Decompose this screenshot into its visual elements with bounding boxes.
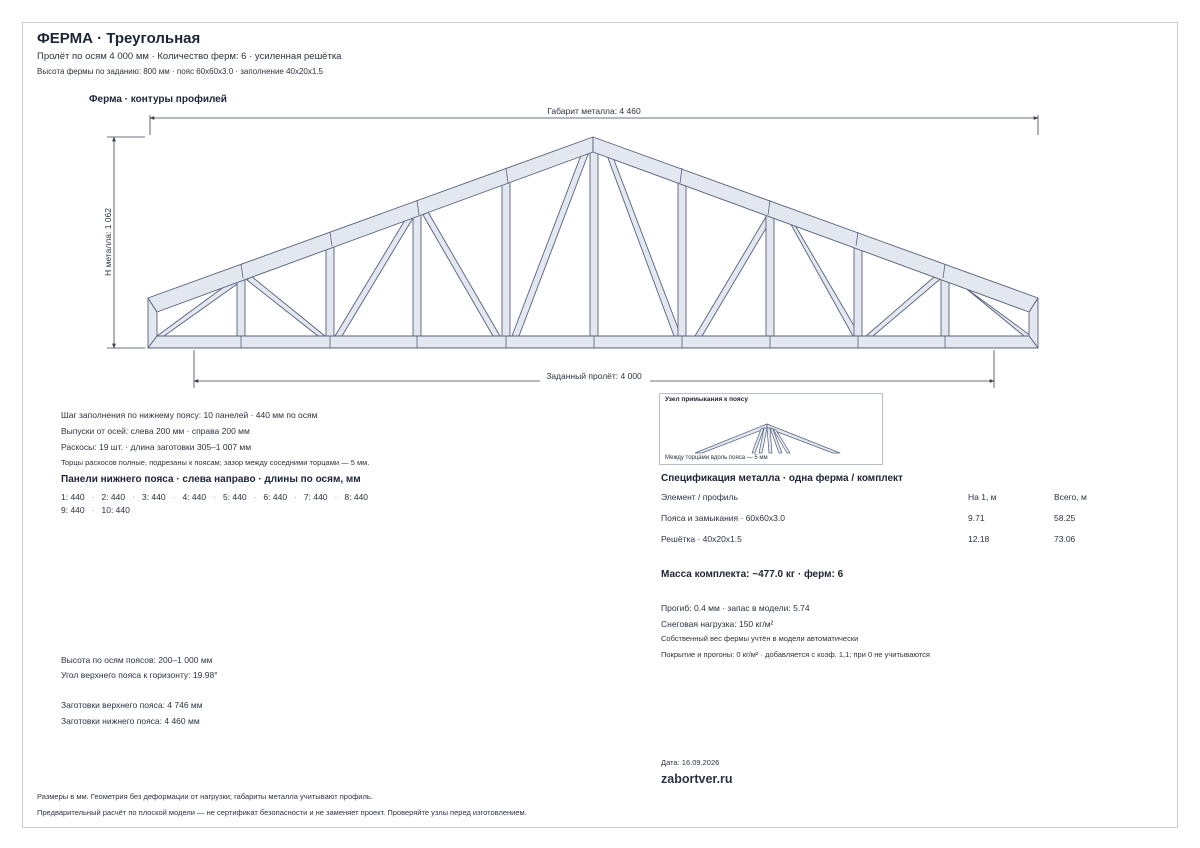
spec-cell: 73.06 xyxy=(1054,533,1076,544)
truss-diagonal xyxy=(247,276,325,336)
truss-vertical xyxy=(590,150,598,336)
truss-vertical xyxy=(854,240,862,336)
spec-row xyxy=(661,528,1101,549)
load-self-weight: Собственный вес фермы учтён в модели автоматически xyxy=(661,634,859,643)
spec-title: Спецификация металла · одна ферма / комплект xyxy=(661,473,903,484)
dimension-bottom-label: Заданный пролёт: 4 000 xyxy=(546,371,642,381)
spec-header-row xyxy=(661,486,1101,507)
panel-length: 9: 440 xyxy=(61,505,85,515)
load-snow: Снеговая нагрузка: 150 кг/м² xyxy=(661,619,774,629)
geometry-bottom-blanks: Заготовки нижнего пояса: 4 460 мм xyxy=(61,716,200,726)
spec-header-cell: Всего, м xyxy=(1054,491,1087,502)
inset-caption: Между торцами вдоль пояса — 5 мм xyxy=(665,455,768,461)
panels-row-2: 9: 440 · 10: 440 xyxy=(61,505,130,515)
page-title: ФЕРМА · Треугольная xyxy=(37,30,201,47)
truss-diagonal xyxy=(423,212,500,336)
load-roofing: Покрытие и прогоны: 0 кг/м² · добавляется с коэф. 1,1; при 0 не учитываются xyxy=(661,650,930,659)
spec-cell: Решётка · 40x20x1.5 xyxy=(661,533,742,544)
brand-name: zabortver.ru xyxy=(661,772,733,786)
spec-mass: Масса комплекта: ~477.0 кг · ферм: 6 xyxy=(661,569,844,580)
panel-length: 5: 440 xyxy=(222,492,247,502)
footer-note-dimensions: Размеры в мм. Геометрия без деформации от нагрузки; габариты металла учитывают профиль. xyxy=(37,792,373,801)
document-date: Дата: 16.09.2026 xyxy=(661,758,720,767)
truss-diagonal xyxy=(695,210,775,336)
param-overhangs: Выпуски от осей: слева 200 мм · справа 200 мм xyxy=(61,426,250,436)
dimension-height-label: H металла: 1 062 xyxy=(103,208,113,276)
panel-length: 2: 440 xyxy=(101,492,126,502)
truss-drawing xyxy=(0,0,1200,400)
dimension-height xyxy=(103,137,145,348)
page-subtitle-details: Высота фермы по заданию: 800 мм · пояс 60x60x3.0 · заполнение 40x20x1.5 xyxy=(37,67,323,76)
geometry-height: Высота по осям поясов: 200–1 000 мм xyxy=(61,655,213,665)
truss-vertical xyxy=(766,210,774,336)
param-fill-step: Шаг заполнения по нижнему поясу: 10 панелей · 440 мм по осям xyxy=(61,410,318,420)
load-deflection: Прогиб: 0.4 мм · запас в модели: 5.74 xyxy=(661,603,810,613)
panel-length: 7: 440 xyxy=(303,492,328,502)
node-detail-inset xyxy=(659,393,883,465)
truss-diagonal xyxy=(866,271,945,336)
panel-length: 10: 440 xyxy=(101,505,130,515)
panel-length: 3: 440 xyxy=(141,492,166,502)
truss-vertical xyxy=(502,178,510,336)
truss-bottom-chord xyxy=(148,336,1038,348)
drawing-section-title: Ферма · контуры профилей xyxy=(89,94,227,105)
panel-length: 6: 440 xyxy=(263,492,288,502)
page-subtitle: Пролёт по осям 4 000 мм · Количество ферм: 6 · усиленная решётка xyxy=(37,51,342,62)
panel-length: 8: 440 xyxy=(344,492,369,502)
truss-vertical xyxy=(678,178,686,336)
spec-cell: 9.71 xyxy=(968,512,985,523)
truss-vertical xyxy=(326,240,334,336)
dimension-top-label: Габарит металла: 4 460 xyxy=(547,106,641,116)
spec-row xyxy=(661,507,1101,528)
spec-table xyxy=(661,486,1101,549)
spec-cell: 58.25 xyxy=(1054,512,1076,523)
panels-row-1: 1: 440 · 2: 440 · 3: 440 · 4: 440 · 5: 440 · 6: 440 · 7: 440 · 8: 440 xyxy=(61,492,369,502)
param-diagonals: Раскосы: 19 шт. · длина заготовки 305–1 007 мм xyxy=(61,442,252,452)
spec-cell: Пояса и замыкания · 60x60x3.0 xyxy=(661,512,785,523)
inset-title: Узел примыкания к поясу xyxy=(665,396,748,403)
param-diagonal-ends: Торцы раскосов полные, подрезаны к поясам; зазор между соседними торцами — 5 мм. xyxy=(61,458,370,467)
panel-length: 4: 440 xyxy=(182,492,207,502)
truss-vertical xyxy=(413,210,421,336)
panel-length: 1: 440 xyxy=(61,492,85,502)
panels-title: Панели нижнего пояса · слева направо · длины по осям, мм xyxy=(61,474,361,485)
spec-header-cell: Элемент / профиль xyxy=(661,491,738,502)
dimension-overall-width xyxy=(150,106,1038,135)
geometry-top-blanks: Заготовки верхнего пояса: 4 746 мм xyxy=(61,700,203,710)
footer-note-disclaimer: Предварительный расчёт по плоской модели — не сертификат безопасности и не заменяет проект. Проверяйте узлы перед изготовлением. xyxy=(37,808,527,817)
spec-cell: 12.18 xyxy=(968,533,990,544)
spec-header-cell: На 1, м xyxy=(968,491,997,502)
node-detail-drawing xyxy=(660,394,882,464)
geometry-angle: Угол верхнего пояса к горизонту: 19.98° xyxy=(61,670,218,680)
dimension-span xyxy=(194,350,994,388)
